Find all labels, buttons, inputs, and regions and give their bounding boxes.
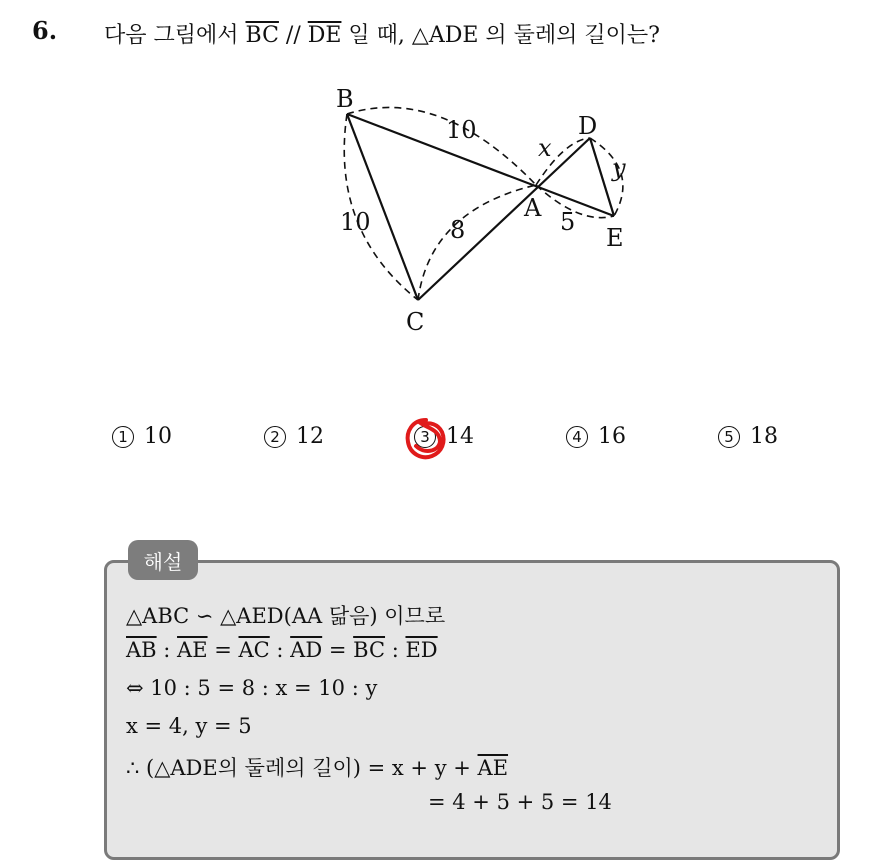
question-text: 다음 그림에서 $\overline{BC} // \overline{DE}$ 일 때, △ADE 의 둘레의 길이는? <box>104 23 660 48</box>
answer-mark-icon <box>402 414 450 466</box>
question-number: 6. <box>32 16 58 45</box>
label-de: y <box>612 154 626 182</box>
label-bc: 10 <box>340 208 371 236</box>
segment-be <box>347 114 614 216</box>
label-ab: 10 <box>446 116 477 144</box>
choice-3[interactable]: 3 14 <box>414 424 474 449</box>
label-ad: x <box>538 134 552 162</box>
segment-de: $\overline{DE}$ <box>307 23 342 48</box>
segment-bc-line <box>347 114 418 300</box>
choice-2-symbol: 2 <box>264 426 286 448</box>
point-a: A <box>524 194 542 222</box>
solution-tab: 해설 <box>128 540 198 580</box>
label-ac: 8 <box>450 216 466 244</box>
choice-4-symbol: 4 <box>566 426 588 448</box>
solution-line-4: x = 4, y = 5 <box>126 714 252 738</box>
choice-1[interactable]: 1 10 <box>112 424 172 449</box>
solution-line-5: ∴ (△ADE의 둘레의 길이) = $x + y + \overline{AE}$ <box>126 756 509 780</box>
solution-line-1: △ABC ∽ △AED(AA 닮음) 이므로 <box>126 604 446 628</box>
choice-4[interactable]: 4 16 <box>566 424 626 449</box>
choice-2[interactable]: 2 12 <box>264 424 324 449</box>
solution-line-3: ⇔ 10 : 5 = 8 : x = 10 : y <box>126 676 378 700</box>
point-b: B <box>336 85 354 113</box>
label-ae: 5 <box>560 208 576 236</box>
point-e: E <box>606 224 624 252</box>
segment-de-line <box>590 138 614 216</box>
point-c: C <box>406 308 425 336</box>
point-d: D <box>578 112 598 140</box>
arc-ab <box>347 107 536 185</box>
segment-bc: $\overline{BC}$ <box>245 23 279 48</box>
choice-5-symbol: 5 <box>718 426 740 448</box>
solution-line-2: $\overline{AB}$ : $\overline{AE} = \overline{AC}$ : $\overline{AD} = \overline{BC}$ : $\overline{ED}$ <box>126 638 438 662</box>
choice-5[interactable]: 5 18 <box>718 424 778 449</box>
choice-1-symbol: 1 <box>112 426 134 448</box>
choice-3-symbol: 3 <box>414 426 436 448</box>
solution-line-6: = 4 + 5 + 5 = 14 <box>428 790 612 814</box>
